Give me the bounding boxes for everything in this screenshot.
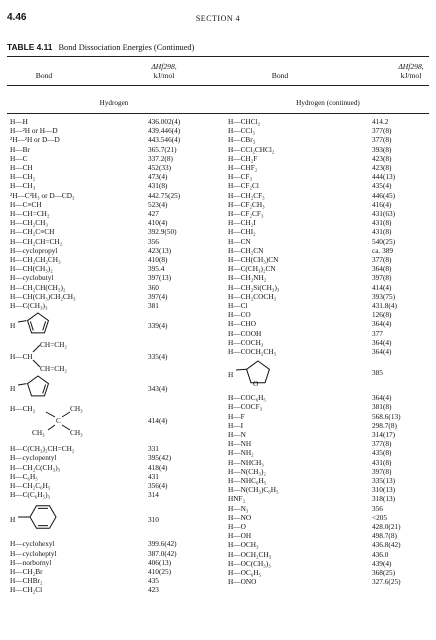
energy-cell: 343(4) bbox=[148, 384, 168, 394]
struct-ch3: CH₃ bbox=[32, 428, 45, 438]
energy-cell: 397(4) bbox=[148, 291, 168, 301]
struct-bottom-group: CH=CH₂ bbox=[40, 364, 67, 374]
bond-cell: H—²H or H—D bbox=[10, 126, 58, 136]
bond-cell: H—CH(CH₃)CN bbox=[228, 255, 279, 264]
energy-cell: 393(75) bbox=[372, 291, 396, 301]
bond-cell: H—CH₂CF₃ bbox=[228, 190, 265, 200]
left-group-heading: Hydrogen bbox=[99, 99, 129, 107]
bond-cell: H—COCH₂CH₃ bbox=[228, 347, 277, 356]
energy-cell: 436.8(42) bbox=[372, 540, 401, 550]
energy-cell: 314(17) bbox=[372, 430, 396, 439]
bond-cell: H—CHBr₂ bbox=[10, 576, 43, 586]
energy-cell: 423(13) bbox=[148, 245, 172, 255]
col-energy-right-l2: kJ/mol bbox=[400, 71, 422, 80]
bond-cell: H—CCl₃ bbox=[228, 126, 255, 136]
energy-cell: 431(8) bbox=[148, 181, 168, 191]
page-header bbox=[7, 12, 429, 26]
bond-cell: H—CH₂Br bbox=[10, 567, 43, 576]
bond-cell: HNF₂ bbox=[228, 494, 246, 504]
bond-cell: H—CH=CH₂ bbox=[10, 209, 50, 218]
energy-cell: 431(8) bbox=[372, 227, 392, 237]
col-energy-left-l1: ΔHf298, bbox=[151, 62, 177, 71]
energy-cell: 498.7(8) bbox=[372, 531, 397, 541]
energy-cell: 399.6(42) bbox=[148, 539, 177, 549]
energy-cell: 431.8(4) bbox=[372, 301, 397, 310]
energy-cell: 446(45) bbox=[372, 190, 396, 200]
col-energy-left bbox=[138, 62, 190, 80]
energy-cell: 397(8) bbox=[372, 273, 392, 283]
bond-cell: H—OH bbox=[228, 531, 252, 541]
energy-cell: 381(8) bbox=[372, 402, 392, 412]
energy-cell: 435(8) bbox=[372, 448, 392, 458]
bond-cell: H—CF₂CH₃ bbox=[228, 199, 265, 209]
energy-cell: 377(8) bbox=[372, 439, 392, 449]
energy-cell: 439.446(4) bbox=[148, 126, 181, 136]
energy-cell: 385 bbox=[372, 368, 383, 378]
bond-cell: H—C bbox=[10, 153, 28, 163]
bond-cell: H—OCH₂CH₃ bbox=[228, 549, 272, 559]
bond-cell: H—CO bbox=[228, 310, 251, 320]
bond-cell: H—NO bbox=[228, 512, 252, 522]
right-group-heading: Hydrogen (continued) bbox=[296, 99, 360, 107]
bond-cell: H—cycloheptyl bbox=[10, 548, 57, 558]
energy-cell: 364(4) bbox=[372, 393, 392, 403]
energy-cell: 416(4) bbox=[372, 199, 392, 209]
energy-cell: 364(4) bbox=[372, 319, 392, 329]
bond-cell: H—COC₆H₅ bbox=[228, 393, 266, 403]
struct-h-label: H—CH bbox=[10, 352, 33, 362]
struct-c: C bbox=[56, 416, 61, 426]
section-label: SECTION 4 bbox=[195, 14, 241, 23]
energy-cell: 314 bbox=[148, 490, 159, 500]
bond-cell: H—CH₂C₆H₅ bbox=[10, 481, 51, 490]
energy-cell: 452(33) bbox=[148, 163, 172, 172]
energy-cell: 444(13) bbox=[372, 172, 396, 182]
bond-cell: H—CH₂Si(CH₃)₃ bbox=[228, 282, 280, 292]
energy-cell: 423 bbox=[148, 585, 159, 595]
energy-cell: 360 bbox=[148, 282, 159, 292]
energy-cell: 414.2 bbox=[372, 117, 389, 126]
energy-cell: 523(4) bbox=[148, 199, 168, 209]
energy-cell: 126(8) bbox=[372, 310, 392, 320]
energy-cell: 414(4) bbox=[148, 416, 168, 426]
bond-cell: H—CN bbox=[228, 236, 251, 246]
bond-cell: H—N(CH₃)C₆H₅ bbox=[228, 485, 279, 495]
struct-h-label: H bbox=[10, 384, 16, 394]
bond-cell: H—CH bbox=[10, 163, 33, 172]
energy-cell: 368(25) bbox=[372, 568, 396, 577]
struct-ch3: CH₃ bbox=[70, 428, 83, 438]
bond-cell: H—CH₂CH₂CH₃ bbox=[10, 255, 61, 264]
energy-cell: 337.2(8) bbox=[148, 153, 173, 163]
energy-cell: 414(4) bbox=[372, 282, 392, 292]
energy-cell: 431 bbox=[148, 471, 159, 481]
bond-cell: H—CH₂ bbox=[10, 172, 36, 182]
energy-cell: 364(4) bbox=[372, 337, 392, 347]
bond-cell: H—C(CH₃)₂CH=CH₂ bbox=[10, 444, 75, 454]
energy-cell: 335(4) bbox=[148, 352, 168, 362]
energy-cell: 298.7(8) bbox=[372, 420, 397, 430]
bond-cell: H—CH₂NH₂ bbox=[228, 273, 267, 283]
struct-h-label: H—CH₂ bbox=[10, 404, 36, 414]
cyclopentenyl-structure bbox=[24, 374, 54, 402]
bond-cell: H—CBr₃ bbox=[228, 135, 256, 145]
bond-cell: H—CH(CH₃)₂ bbox=[10, 264, 53, 274]
energy-cell: 377(8) bbox=[372, 126, 392, 136]
bond-cell: H—CH₂CH₃ bbox=[10, 218, 48, 228]
bond-cell: H—O bbox=[228, 522, 246, 531]
energy-cell: 395.4 bbox=[148, 264, 165, 274]
bond-cell: H—F bbox=[228, 411, 245, 421]
energy-cell: 568.6(13) bbox=[372, 411, 401, 421]
energy-cell: 364(8) bbox=[372, 264, 392, 274]
bond-cell: H—OCH₃ bbox=[228, 540, 259, 550]
energy-cell: 331 bbox=[148, 444, 159, 454]
cyclopentadienyl-structure bbox=[24, 311, 54, 339]
energy-cell: 423(8) bbox=[372, 153, 392, 163]
energy-cell: 356 bbox=[148, 236, 159, 246]
bond-cell: H—CH₂C≡CH bbox=[10, 227, 55, 237]
col-bond-right: Bond bbox=[271, 71, 289, 80]
energy-cell: 473(4) bbox=[148, 172, 168, 182]
table-label: TABLE 4.11 bbox=[7, 42, 53, 52]
bond-cell: H—CH₂Cl bbox=[10, 585, 43, 595]
bond-cell: H—CH₂F bbox=[228, 153, 258, 163]
energy-cell: 377(8) bbox=[372, 135, 392, 145]
bond-cell: H—C(CH₃)₂CN bbox=[228, 264, 276, 274]
bond-cell: H—CCl₂CHCl₂ bbox=[228, 144, 275, 154]
energy-cell: 442.75(25) bbox=[148, 190, 181, 200]
energy-cell: 423(8) bbox=[372, 163, 392, 172]
energy-cell: 397(13) bbox=[148, 273, 172, 283]
bond-cell: H—I bbox=[228, 420, 243, 430]
table-title bbox=[7, 42, 194, 52]
col-energy-right bbox=[385, 62, 436, 80]
energy-cell: 406(13) bbox=[148, 557, 172, 567]
energy-cell: 428.0(21) bbox=[372, 522, 401, 531]
bond-cell: H—CF₃ bbox=[228, 172, 253, 182]
bond-cell: H—CHI₂ bbox=[228, 227, 256, 237]
cyclohexadienyl-structure bbox=[26, 501, 66, 535]
bond-cell: H—N bbox=[228, 430, 246, 439]
energy-cell: 395(42) bbox=[148, 453, 172, 463]
energy-cell: 540(25) bbox=[372, 236, 396, 246]
struct-top-group: CH=CH₂ bbox=[40, 340, 67, 350]
bond-cell: H—CH₂CH(CH₃)₂ bbox=[10, 282, 66, 292]
bond-cell: H—C₆H₅ bbox=[10, 471, 38, 481]
energy-cell: 436.0 bbox=[372, 549, 389, 559]
energy-cell: 310 bbox=[148, 515, 159, 525]
energy-cell: 435(4) bbox=[372, 181, 392, 191]
top-rule bbox=[7, 56, 429, 57]
energy-cell: 436.002(4) bbox=[148, 117, 181, 126]
bond-cell: H—NH₂ bbox=[228, 448, 254, 458]
col-bond-left: Bond bbox=[35, 71, 53, 80]
energy-cell: 335(13) bbox=[372, 476, 396, 485]
struct-o: O bbox=[253, 379, 259, 389]
bond-cell: H—C≡CH bbox=[10, 199, 42, 209]
bond-cell: H—CH₂CN bbox=[228, 245, 264, 255]
energy-cell: 431(63) bbox=[372, 209, 396, 218]
bond-cell: H—cyclopropyl bbox=[10, 245, 58, 255]
energy-cell: <205 bbox=[372, 512, 388, 522]
bond-cell: H—NHC₆H₅ bbox=[228, 476, 267, 485]
energy-cell: 356 bbox=[372, 503, 383, 513]
bond-cell: H—N(CH₃)₂ bbox=[228, 466, 266, 476]
bond-cell: H—CH₃ bbox=[10, 181, 36, 191]
bond-cell: H—NHCH₃ bbox=[228, 457, 264, 467]
energy-cell: 392.9(50) bbox=[148, 227, 177, 237]
energy-cell: 327.6(25) bbox=[372, 577, 401, 587]
energy-cell: 339(4) bbox=[148, 321, 168, 331]
struct-h-label: H bbox=[10, 515, 16, 525]
energy-cell: 439(4) bbox=[372, 558, 392, 568]
energy-cell: 356(4) bbox=[148, 481, 168, 490]
energy-cell: 393(8) bbox=[372, 144, 392, 154]
energy-cell: 381 bbox=[148, 301, 159, 310]
energy-cell: 410(25) bbox=[148, 567, 172, 576]
bond-cell: ²H—²H or D—D bbox=[10, 135, 60, 145]
bond-cell: H—H bbox=[10, 117, 28, 126]
bond-cell: H—CH(CH₃)CH₂CH₃ bbox=[10, 291, 76, 301]
bond-cell: H—cyclohexyl bbox=[10, 539, 55, 549]
energy-cell: 431(8) bbox=[372, 457, 392, 467]
struct-h-label: H bbox=[228, 370, 234, 380]
energy-cell: 443.546(4) bbox=[148, 135, 181, 145]
bond-cell: H—NH bbox=[228, 439, 252, 449]
col-energy-right-l1: ΔHf298, bbox=[398, 62, 424, 71]
energy-cell: 318(13) bbox=[372, 494, 396, 504]
struct-h-label: H bbox=[10, 321, 16, 331]
energy-cell: 431(8) bbox=[372, 218, 392, 228]
energy-cell: ca. 389 bbox=[372, 245, 394, 255]
header-rule bbox=[7, 85, 429, 86]
bond-cell: H—COCH₃ bbox=[228, 337, 264, 347]
bond-cell: H—CH₂C(CH₃)₃ bbox=[10, 462, 61, 472]
energy-cell: 410(8) bbox=[148, 255, 168, 264]
bond-cell: H—Cl bbox=[228, 301, 248, 310]
col-energy-left-l2: kJ/mol bbox=[153, 71, 175, 80]
group-rule bbox=[7, 113, 429, 114]
table-caption: Bond Dissociation Energies (Continued) bbox=[58, 43, 195, 52]
energy-cell: 418(4) bbox=[148, 462, 168, 472]
bond-cell: H—norbornyl bbox=[10, 557, 52, 567]
bond-cell: H—CF₂CF₃ bbox=[228, 209, 264, 218]
bond-cell: H—COCF₃ bbox=[228, 402, 263, 412]
divinylmethyl-bonds bbox=[30, 340, 42, 374]
energy-cell: 310(13) bbox=[372, 485, 396, 495]
bond-cell: H—C(C₆H₅)₃ bbox=[10, 490, 51, 500]
struct-ch3: CH₃ bbox=[70, 404, 83, 414]
bond-cell: H—CH₂COCH₃ bbox=[228, 291, 277, 301]
bond-cell: H—CHCl₂ bbox=[228, 117, 261, 126]
energy-cell: 397(8) bbox=[372, 466, 392, 476]
bond-cell: H—OC(CH₃)₃ bbox=[228, 558, 271, 568]
energy-cell: 435 bbox=[148, 576, 159, 586]
bond-cell: H—ONO bbox=[228, 577, 257, 587]
bond-cell: H—cyclopentyl bbox=[10, 453, 57, 463]
bond-cell: H—C(CH₃)₃ bbox=[10, 301, 48, 310]
energy-cell: 377(8) bbox=[372, 255, 392, 264]
bond-cell: H—COOH bbox=[228, 328, 262, 338]
bond-cell: H—CHF₂ bbox=[228, 163, 258, 172]
bond-cell: H—OC₆H₅ bbox=[228, 568, 262, 577]
neopentyl-bonds bbox=[40, 404, 76, 438]
tetrahydrofuranyl-structure bbox=[242, 358, 276, 390]
energy-cell: 364(4) bbox=[372, 347, 392, 356]
bond-cell: H—N₃ bbox=[228, 503, 249, 513]
energy-cell: 410(4) bbox=[148, 218, 168, 228]
bond-cell: H—CH₂CH=CH₂ bbox=[10, 236, 63, 246]
energy-cell: 427 bbox=[148, 209, 159, 218]
energy-cell: 387.0(42) bbox=[148, 548, 177, 558]
bond-cell: H—CH₂I bbox=[228, 218, 256, 228]
bond-cell: H—Br bbox=[10, 144, 30, 154]
bond-cell: ²H—C²H₃ or D—CD₃ bbox=[10, 190, 75, 200]
bond-cell: H—CF₂Cl bbox=[228, 181, 259, 191]
bond-cell: H—CHO bbox=[228, 319, 256, 329]
page-number: 4.46 bbox=[7, 12, 27, 23]
bond-cell: H—cyclobutyl bbox=[10, 273, 54, 283]
energy-cell: 365.7(21) bbox=[148, 144, 177, 154]
energy-cell: 377 bbox=[372, 328, 383, 338]
